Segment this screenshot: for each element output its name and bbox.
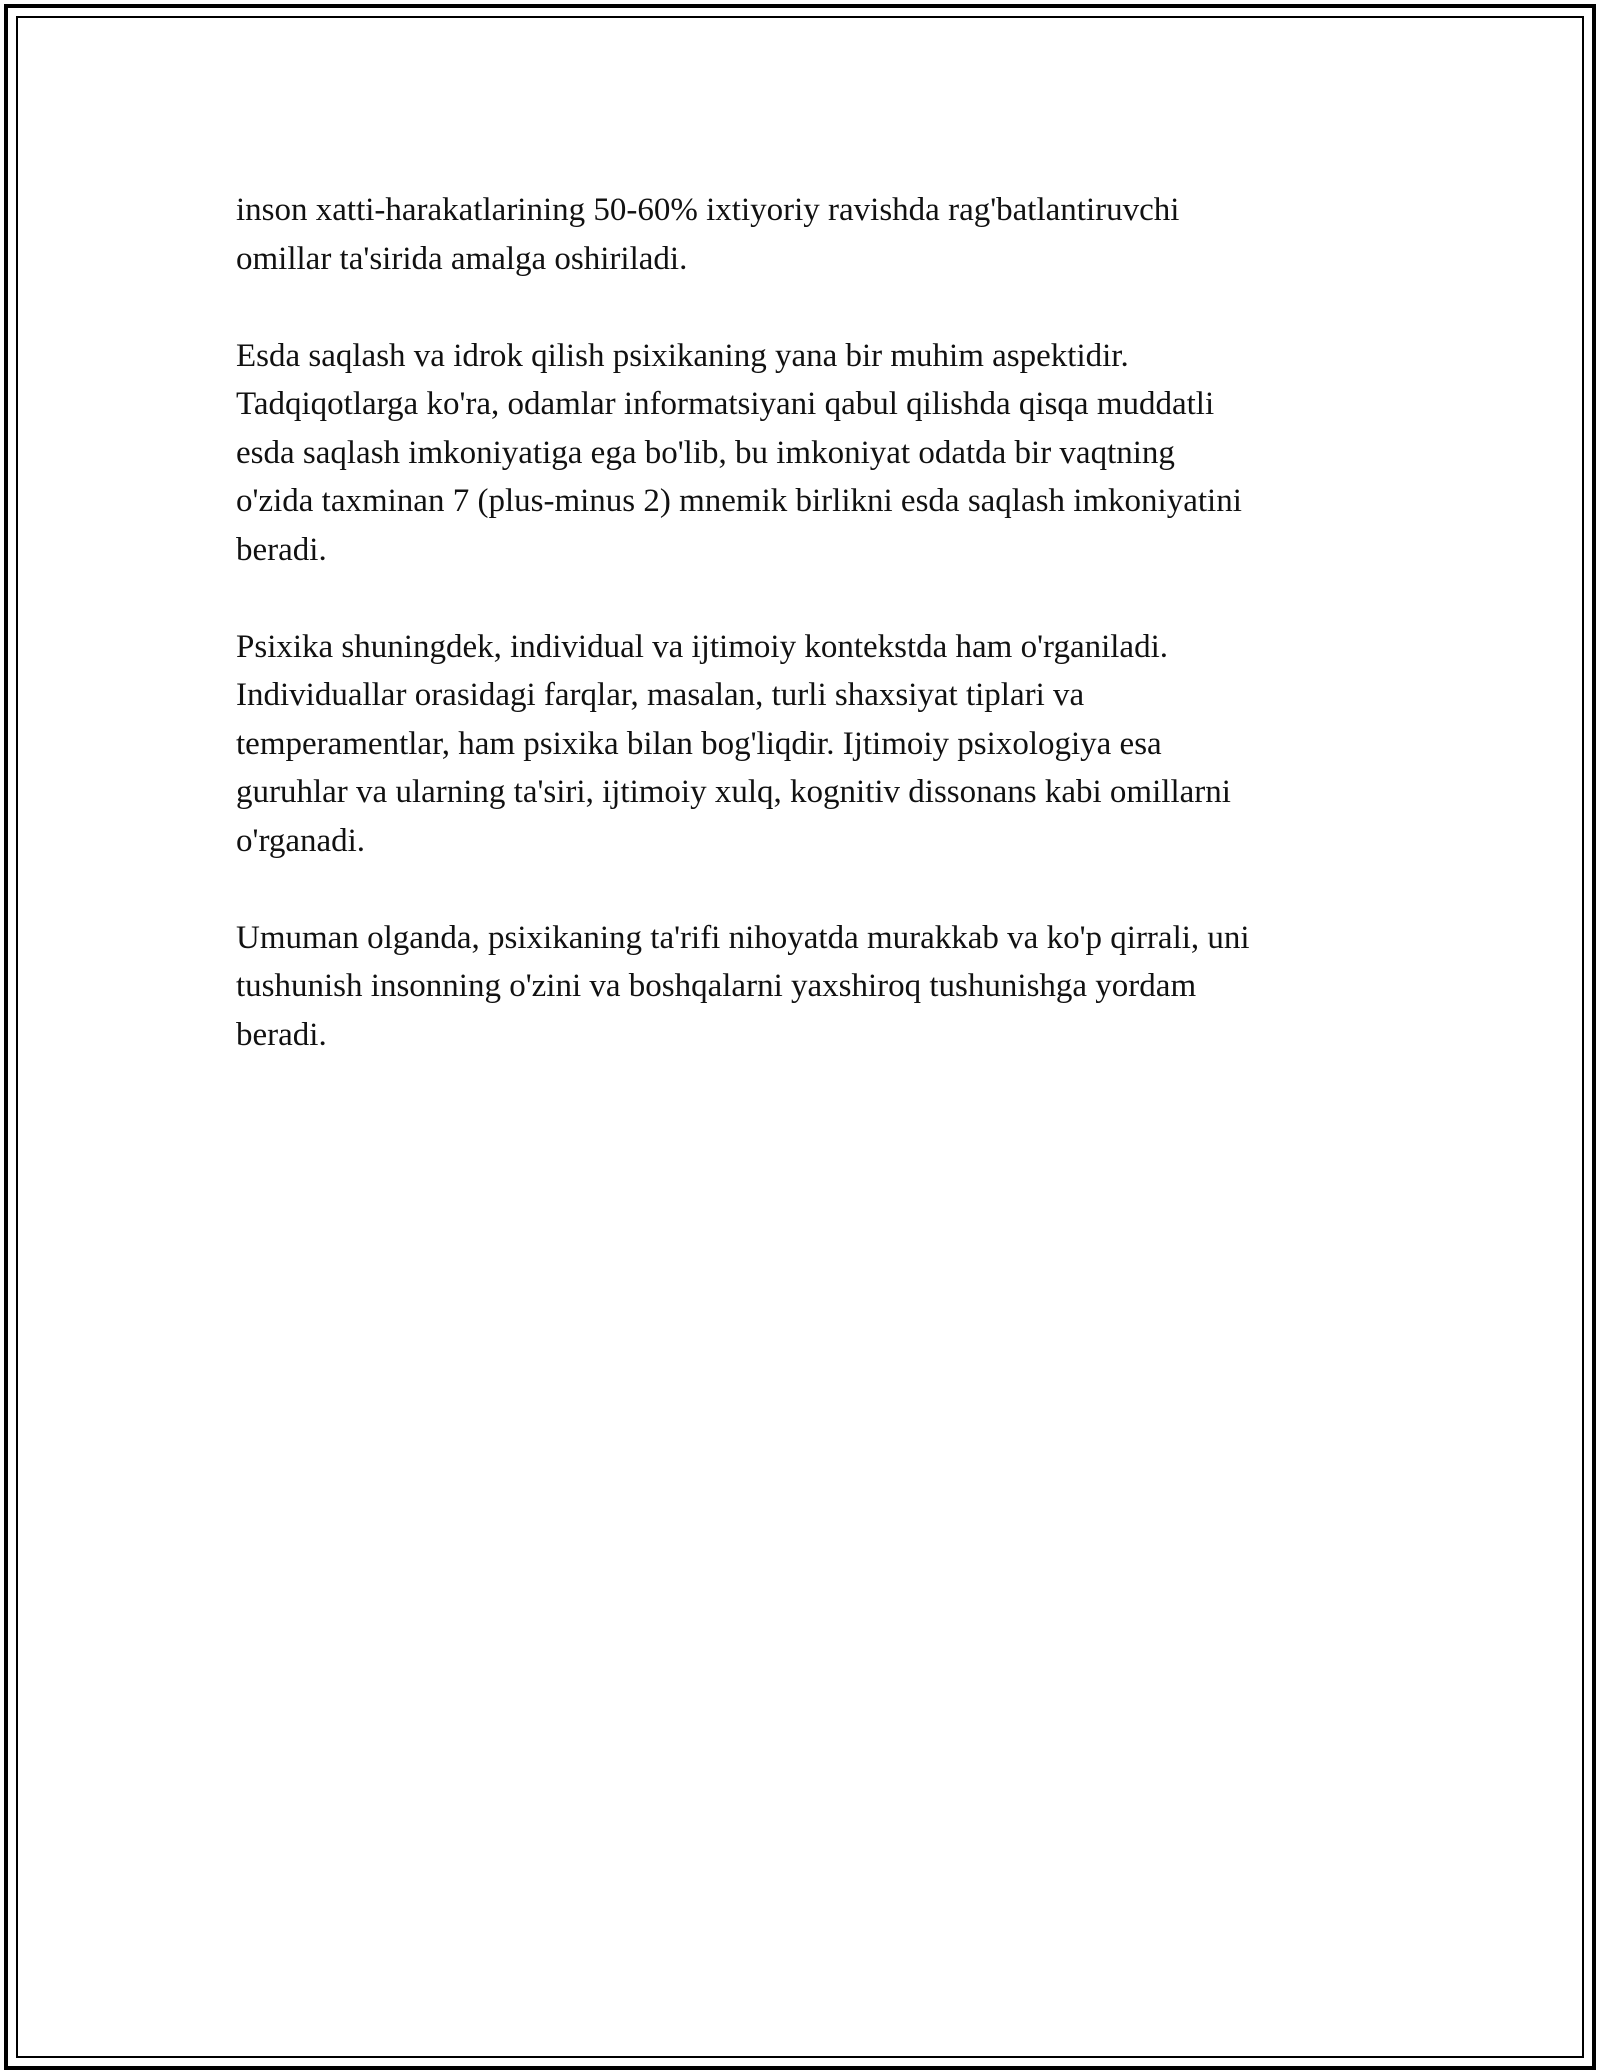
paragraph-conclusion: Umuman olganda, psixikaning ta'rifi nihoyatda murakkab va ko'p qirrali, uni tushunish insonning o'zini va boshqalarni yaxshiroq tushunishga yordam beradi. [236,919,1250,1053]
paragraph-social-context: Psixika shuningdek, individual va ijtimoiy kontekstda ham o'rganiladi. Individuallar orasidagi farqlar, masalan, turli shaxsiyat tiplari va temperamentlar, ham psixika bilan bog'liqdir. Ijtimoiy psixologiya esa guruhlar va ularning ta'siri, ijtimoiy xulq, kognitiv dissonans kabi omillarni o'rganadi. [236,628,1231,859]
paragraph-motivation: inson xatti-harakatlarining 50-60% ixtiyoriy ravishda rag'batlantiruvchi omillar ta'sirida amalga oshiriladi. [236,192,1180,277]
paragraph-memory: Esda saqlash va idrok qilish psixikaning yana bir muhim aspektidir. Tadqiqotlarga ko'ra, odamlar informatsiyani qabul qilishda qisqa muddatli esda saqlash imkoniyatiga ega bo'lib, bu imkoniyat odatda bir vaqtning o'zida taxminan 7 (plus-minus 2) mnemik birlikni esda saqlash imkoniyatini beradi. [236,337,1242,568]
document-body [236,186,1386,1108]
